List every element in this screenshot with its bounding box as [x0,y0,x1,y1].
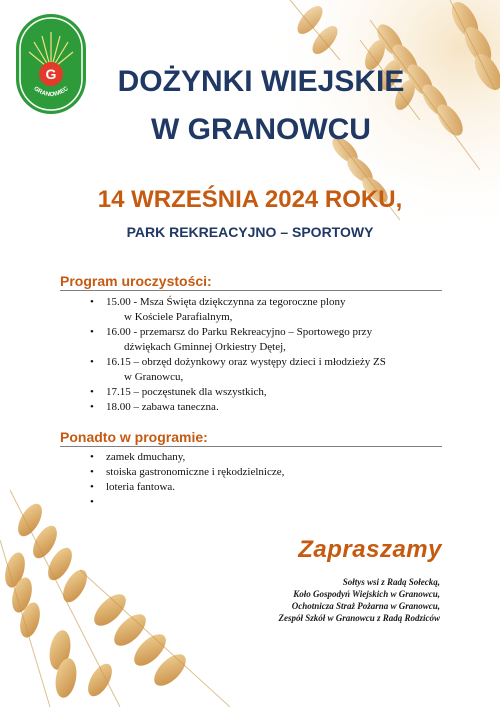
program-list [88,295,448,415]
page-title [96,58,426,154]
list-item [88,385,448,400]
item-text: 17.15 – poczęstunek dla wszystkich, [106,386,267,398]
list-item [88,355,448,385]
list-item: • loteria fantowa. [88,480,448,495]
item-text: 18.00 – zabawa taneczna. [106,401,219,413]
event-date: 14 WRZEŚNIA 2024 ROKU, [97,186,403,213]
svg-text:G: G [45,66,57,82]
invitation-text: Zapraszamy [298,536,442,563]
item-text: 16.00 - przemarsz do Parku Rekreacyjno – Sportowego przy [106,326,373,338]
signer-line: Zespół Szkół w Granowcu z Radą Rodziców [278,613,440,623]
signer-line: Sołtys wsi z Radą Sołecką, [342,577,440,587]
extras-list [88,450,448,510]
list-item [88,295,448,325]
granowiec-logo [14,12,88,116]
list-item: • zamek dmuchany, [88,450,448,465]
title-line-2: W GRANOWCU [151,113,371,146]
title-line-1: DOŻYNKI WIEJSKIE [117,65,405,98]
list-item [88,325,448,355]
extras-heading: Ponadto w programie: [60,429,442,447]
item-text: 15.00 - Msza Święta dziękczynna za tegoroczne plony [106,296,346,308]
signers-block [180,576,440,624]
event-venue: PARK REKREACYJNO – SPORTOWY [126,224,374,240]
signer-line: Koło Gospodyń Wiejskich w Granowcu, [293,589,440,599]
logo-text: GRANOWIEC [32,85,70,99]
item-text-continued: w Kościele Parafialnym, [124,311,233,323]
list-item: • stoiska gastronomiczne i rękodzielnicze, [88,465,448,480]
list-item [88,400,448,415]
item-text-continued: w Granowcu, [124,371,184,383]
list-item-empty [88,495,448,510]
program-heading: Program uroczystości: [60,273,442,291]
item-text: 16.15 – obrzęd dożynkowy oraz występy dzieci i młodzieży ZS [106,356,386,368]
item-text-continued: dźwiękach Gminnej Orkiestry Dętej, [124,341,286,353]
signer-line: Ochotnicza Straż Pożarna w Granowcu, [291,601,440,611]
